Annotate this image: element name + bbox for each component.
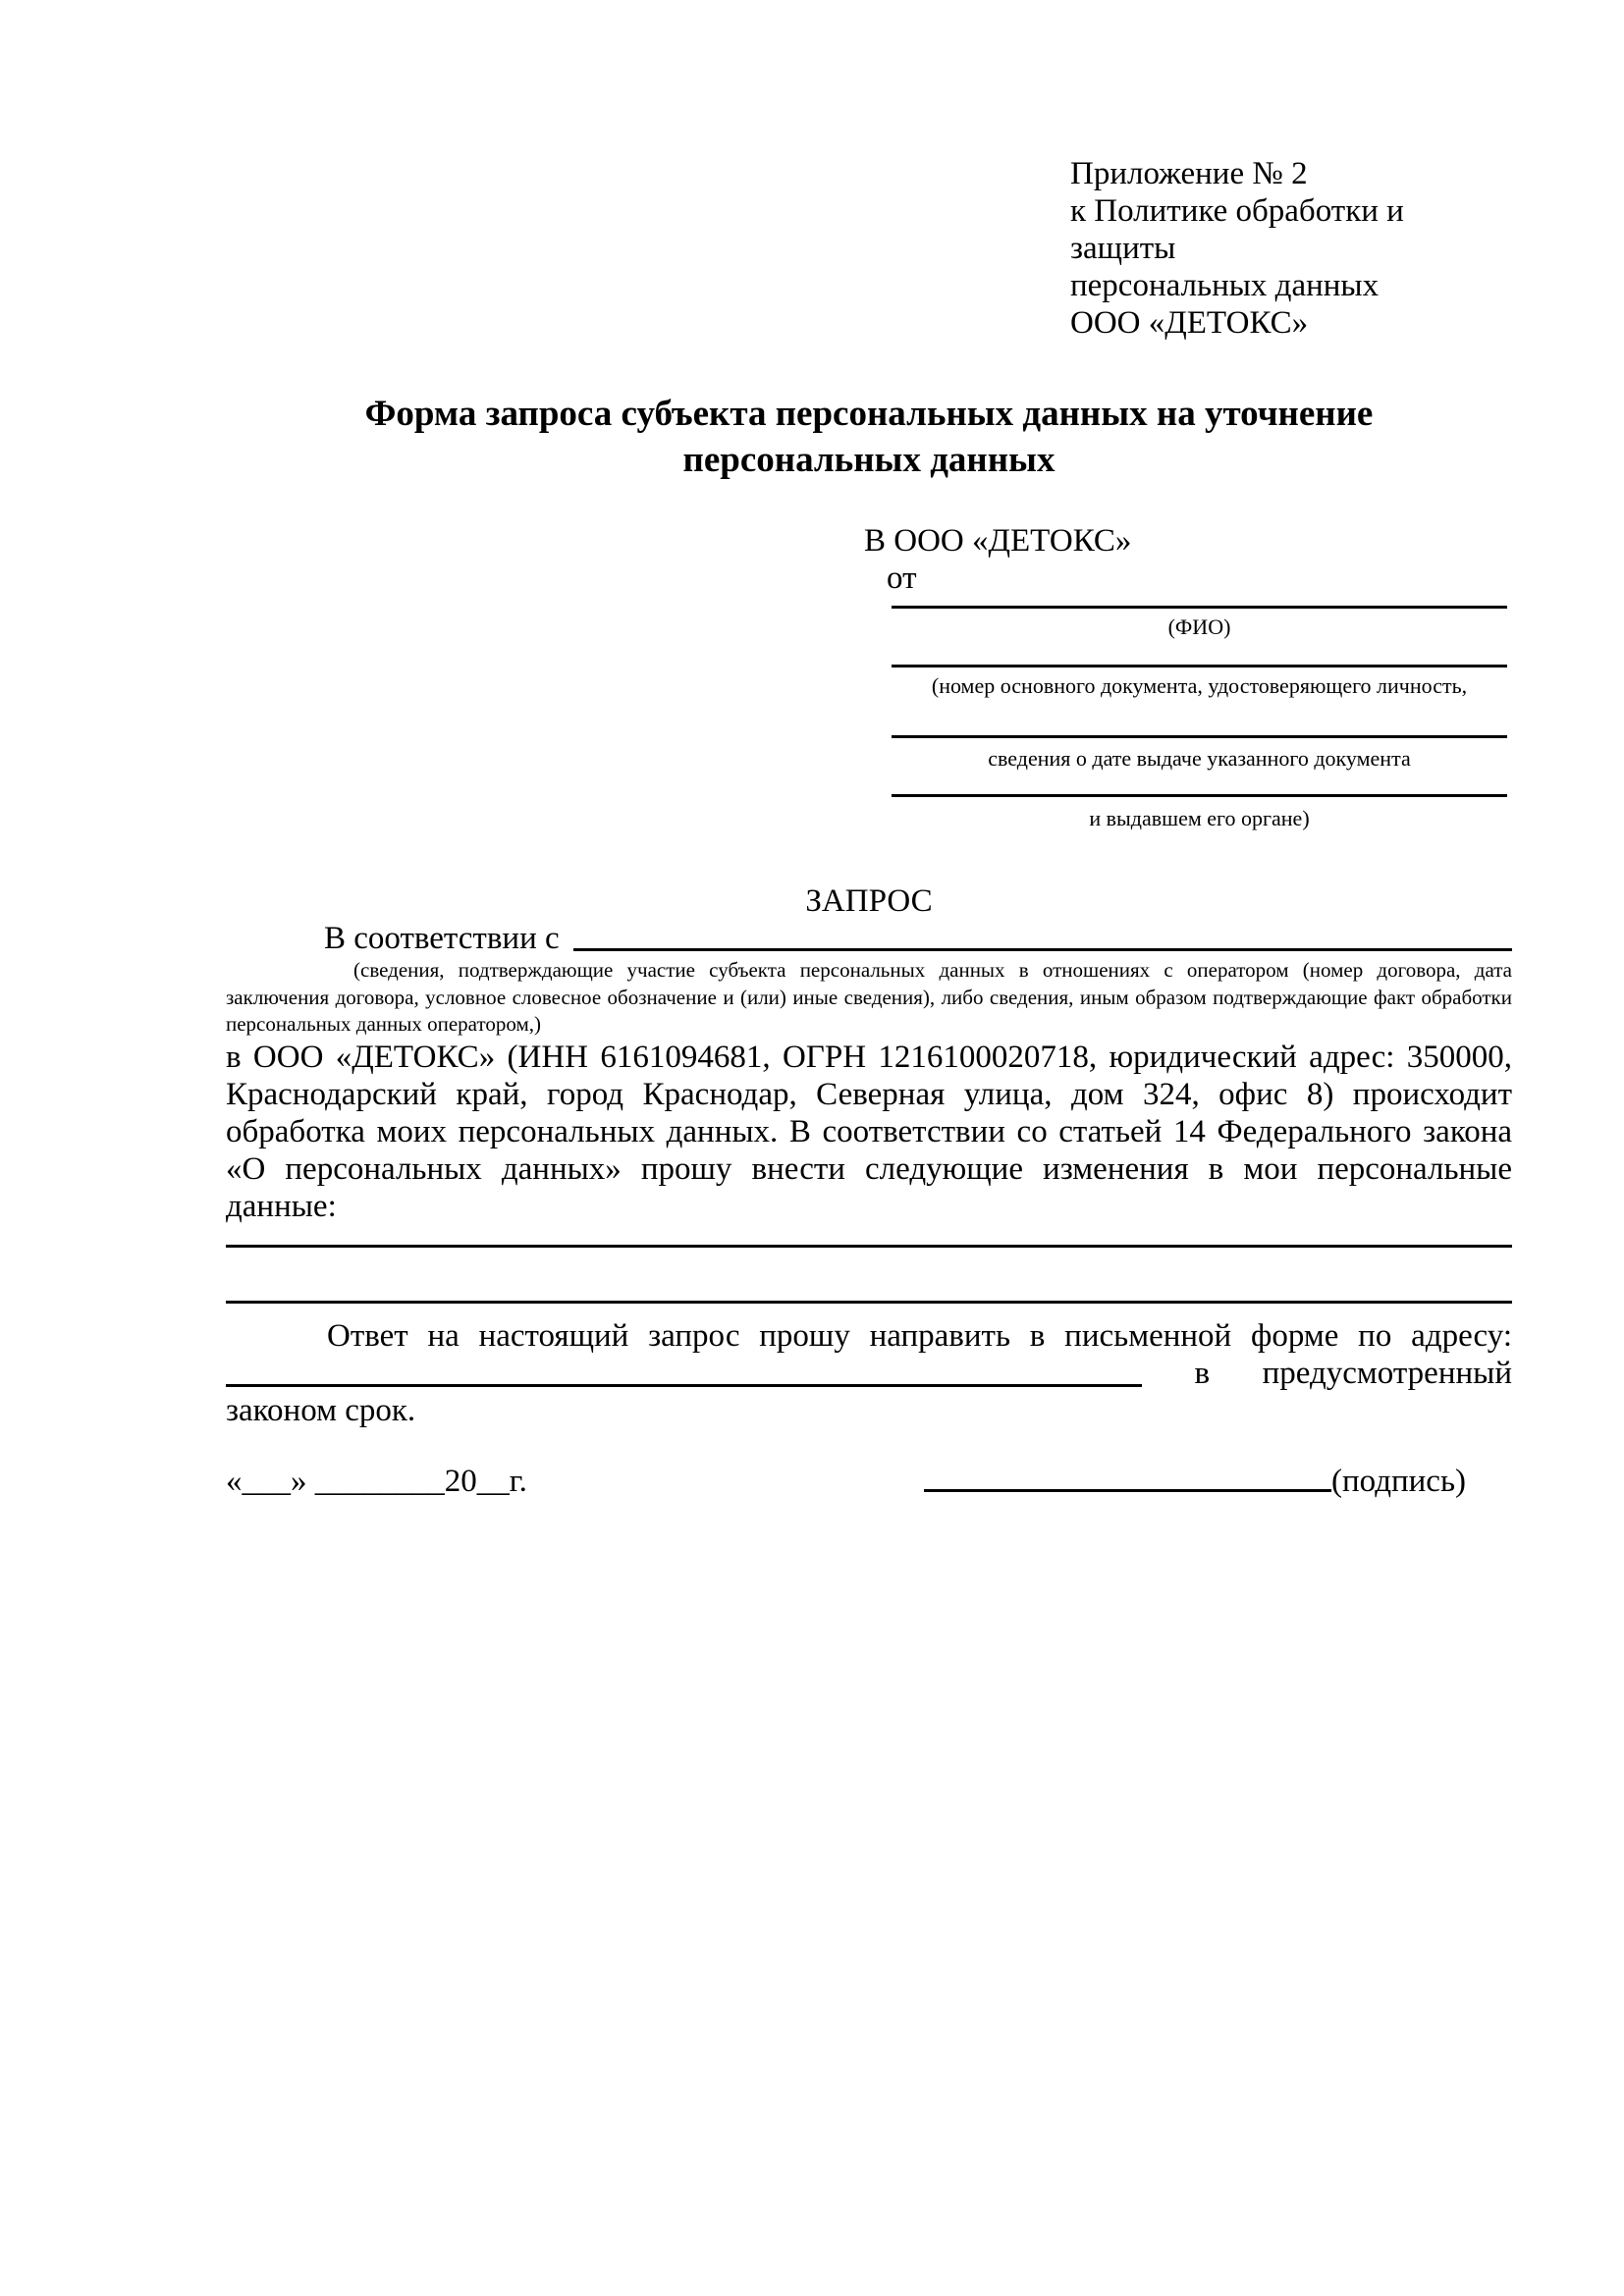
doc-number-fill-line xyxy=(892,665,1507,667)
addressee-block xyxy=(864,522,1512,831)
accordance-fill-line xyxy=(573,920,1512,951)
changes-fill-line-2 xyxy=(226,1248,1512,1304)
appendix-note-line: ООО «ДЕТОКС» xyxy=(1070,305,1309,341)
signature-group xyxy=(924,1463,1466,1500)
reply-address-row xyxy=(226,1355,1512,1392)
document-title-line1: Форма запроса субъекта персональных данных на уточнение xyxy=(364,394,1374,434)
accordance-footnote: (сведения, подтверждающие участие субъекта персональных данных в отношениях с оператором (номер договора, дата заключения договора, условное словесное обозначение и (или) иные сведения), либо сведения, иным образом подтверждающие факт обработки персональных данных оператором,) xyxy=(226,958,1512,1036)
issuer-caption: и выдавшем его органе) xyxy=(1089,806,1310,830)
fio-caption: (ФИО) xyxy=(1167,614,1231,639)
request-heading: ЗАПРОС xyxy=(805,883,933,919)
signoff-row xyxy=(226,1463,1512,1500)
body-paragraph: в ООО «ДЕТОКС» (ИНН 6161094681, ОГРН 1216100020718, юридический адрес: 350000, Краснодарский край, город Краснодар, Северная улица, дом 324, офис 8) происходит обработка моих персональных данных. В соответствии со статьей 14 Федерального закона «О персональных данных» прошу внести следующие изменения в мои персональные данные: xyxy=(226,1039,1512,1224)
reply-paragraph: Ответ на настоящий запрос прошу направить в письменной форме по адресу: xyxy=(327,1317,1512,1354)
appendix-note-line: персональных данных xyxy=(1070,268,1380,303)
issue-date-fill-line xyxy=(892,735,1507,738)
issuer-fill-line xyxy=(892,794,1507,797)
issue-date-caption: сведения о дате выдаче указанного документа xyxy=(988,746,1411,771)
address-fill-line xyxy=(226,1384,1142,1387)
doc-number-caption: (номер основного документа, удостоверяющего личность, xyxy=(931,673,1468,698)
accordance-row xyxy=(226,920,1512,957)
document-title xyxy=(226,391,1512,483)
addressee-from-label: от xyxy=(887,561,917,596)
appendix-note xyxy=(1070,155,1512,342)
appendix-note-line: Приложение № 2 xyxy=(1070,156,1308,191)
reply-word-stipulated: предусмотренный xyxy=(1262,1355,1512,1391)
reply-tail: законом срок. xyxy=(226,1392,416,1428)
appendix-note-line: к Политике обработки и защиты xyxy=(1070,193,1404,266)
addressee-org: В ООО «ДЕТОКС» xyxy=(864,523,1132,559)
reply-word-in: в xyxy=(1194,1355,1211,1391)
accordance-lead: В соответствии с xyxy=(324,921,560,956)
signature-fill-line xyxy=(924,1489,1331,1492)
fio-fill-line xyxy=(892,606,1507,609)
signature-caption: (подпись) xyxy=(1331,1463,1466,1499)
document-title-line2: персональных данных xyxy=(682,440,1056,480)
changes-fill-line-1 xyxy=(226,1225,1512,1248)
date-blank: «___» ________20__г. xyxy=(226,1463,527,1499)
